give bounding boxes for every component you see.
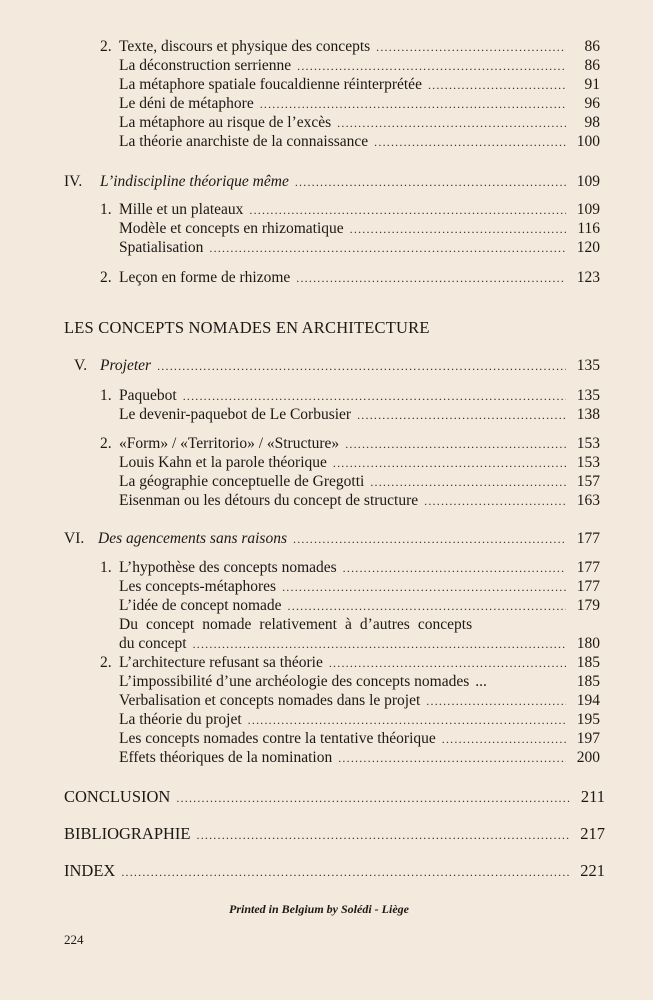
- entry-number: 2.: [100, 38, 112, 55]
- chapter-number: IV.: [64, 173, 83, 190]
- entry-page: 91: [584, 76, 600, 93]
- entry-number: 2.: [100, 654, 112, 671]
- chapter-number: V.: [74, 357, 88, 374]
- entry-title: La métaphore au risque de l’excès: [119, 114, 332, 131]
- entry-title: La géographie conceptuelle de Gregotti: [119, 473, 365, 490]
- entry-number: 2.: [100, 269, 112, 286]
- entry-title: «Form» / «Territorio» / «Structure»: [119, 435, 340, 452]
- entry-page: 194: [576, 692, 600, 709]
- dot-leader: [193, 635, 566, 653]
- entry-title: L’idée de concept nomade: [119, 597, 282, 614]
- page-number: 224: [64, 932, 84, 947]
- entry-title: Les concepts nomades contre la tentative théorique: [119, 730, 436, 747]
- entry-number: 2.: [100, 435, 112, 452]
- entry-title: Verbalisation et concepts nomades dans le projet: [119, 692, 421, 709]
- dot-leader: [338, 749, 566, 767]
- entry-title: La théorie anarchiste de la connaissance: [119, 133, 369, 150]
- entry-title: Louis Kahn et la parole théorique: [119, 454, 327, 471]
- dot-leader: [345, 435, 566, 453]
- dot-leader: [350, 220, 566, 238]
- entry-page: 135: [576, 357, 600, 374]
- entry-title: Eisenman ou les détours du concept de structure: [119, 492, 419, 509]
- dot-leader: [428, 76, 566, 94]
- entry-page: 211: [580, 787, 605, 806]
- toc-entry-paquebot: [100, 387, 600, 405]
- toc-entry-modele: [119, 220, 600, 238]
- entry-page: 100: [576, 133, 600, 150]
- dot-leader: [176, 789, 571, 807]
- entry-page: 185: [576, 673, 600, 690]
- entry-page: 177: [576, 559, 600, 576]
- entry-title: du concept: [119, 635, 187, 652]
- entry-title: La théorie du projet: [119, 711, 242, 728]
- entry-page: 157: [576, 473, 600, 490]
- toc-entry-spatialisation: [119, 239, 600, 257]
- entry-title: Le déni de métaphore: [119, 95, 254, 112]
- dot-leader: [343, 559, 566, 577]
- entry-page: 153: [576, 435, 600, 452]
- entry-title: Effets théoriques de la nomination: [119, 749, 333, 766]
- entry-title: L’architecture refusant sa théorie: [119, 654, 323, 671]
- entry-page: 138: [576, 406, 600, 423]
- entry-page: 86: [584, 38, 600, 55]
- toc-entry-anarchiste: [119, 133, 600, 151]
- entry-title: Leçon en forme de rhizome: [119, 269, 291, 286]
- entry-page: 116: [577, 220, 600, 237]
- entry-title: Les concepts-métaphores: [119, 578, 277, 595]
- entry-page: 98: [584, 114, 600, 131]
- entry-page: 135: [576, 387, 600, 404]
- toc-entry-eisenman: [119, 492, 600, 510]
- dot-leader: [248, 711, 566, 729]
- entry-page: 221: [580, 861, 605, 880]
- dot-leader: [424, 492, 566, 510]
- toc-chapter-iv: [64, 173, 600, 191]
- entry-title: L’hypothèse des concepts nomades: [119, 559, 337, 576]
- toc-entry-devenir-paquebot: [119, 406, 600, 424]
- entry-title: L’impossibilité d’une archéologie des concepts nomades: [119, 673, 470, 690]
- chapter-title: Des agencements sans raisons: [98, 530, 287, 547]
- chapter-title: L’indiscipline théorique même: [100, 173, 289, 190]
- toc-entry-concepts-metaphores: [119, 578, 600, 596]
- dot-leader: [329, 654, 566, 672]
- entry-title: Mille et un plateaux: [119, 201, 244, 218]
- dot-leader: [333, 454, 566, 472]
- short-dot-leader: ...: [475, 673, 487, 690]
- entry-title: Modèle et concepts en rhizomatique: [119, 220, 344, 237]
- entry-page: 177: [576, 578, 600, 595]
- entry-title: La déconstruction serrienne: [119, 57, 292, 74]
- toc-entry-kahn: [119, 454, 600, 472]
- chapter-title: Projeter: [100, 357, 152, 374]
- toc-entry-texte-discours: [100, 38, 600, 56]
- dot-leader: [297, 57, 566, 75]
- toc-entry-form-territorio: [100, 435, 600, 453]
- dot-leader: [288, 597, 566, 615]
- entry-page: 197: [576, 730, 600, 747]
- toc-entry-theorie-projet: [119, 711, 600, 729]
- dot-leader: [442, 730, 566, 748]
- entry-title: La métaphore spatiale foucaldienne réinterprétée: [119, 76, 422, 93]
- entry-page: 120: [576, 239, 600, 256]
- entry-page: 96: [584, 95, 600, 112]
- dot-leader: [426, 692, 566, 710]
- entry-page: 177: [576, 530, 600, 547]
- dot-leader: [197, 826, 572, 844]
- toc-entry-idee: [119, 597, 600, 615]
- toc-chapter-v: [74, 357, 600, 375]
- toc-entry-gregotti: [119, 473, 600, 491]
- dot-leader: [374, 133, 566, 151]
- entry-number: 1.: [100, 387, 112, 404]
- entry-title: Texte, discours et physique des concepts: [119, 38, 371, 55]
- toc-index: [64, 862, 605, 881]
- toc-chapter-vi: [64, 530, 600, 548]
- toc-entry-deni: [119, 95, 600, 113]
- toc-entry-effets: [119, 749, 600, 767]
- dot-leader: [293, 530, 566, 548]
- toc-entry-refusant: [100, 654, 600, 672]
- part-heading: LES CONCEPTS NOMADES EN ARCHITECTURE: [64, 318, 430, 337]
- entry-page: 109: [576, 173, 600, 190]
- dot-leader: [157, 357, 566, 375]
- dot-leader: [282, 578, 566, 596]
- entry-page: 200: [576, 749, 600, 766]
- entry-title: CONCLUSION: [64, 787, 171, 806]
- entry-title: Spatialisation: [119, 239, 204, 256]
- chapter-number: VI.: [64, 530, 85, 547]
- toc-entry-metaphore-spatiale: [119, 76, 600, 94]
- entry-page: 163: [576, 492, 600, 509]
- entry-title: Le devenir-paquebot de Le Corbusier: [119, 406, 352, 423]
- entry-page: 179: [576, 597, 600, 614]
- entry-page: 185: [576, 654, 600, 671]
- dot-leader: [209, 239, 566, 257]
- toc-entry-du-concept-line1: Du concept nomade relativement à d’autres concepts: [119, 616, 473, 633]
- entry-page: 217: [580, 824, 605, 843]
- toc-entry-du-concept-line2: [119, 635, 600, 653]
- dot-leader: [376, 38, 566, 56]
- toc-entry-exces: [119, 114, 600, 132]
- toc-entry-mille-plateaux: [100, 201, 600, 219]
- entry-page: 86: [584, 57, 600, 74]
- toc-entry-hypothese: [100, 559, 600, 577]
- entry-title: Paquebot: [119, 387, 177, 404]
- dot-leader: [183, 387, 566, 405]
- entry-page: 123: [576, 269, 600, 286]
- toc-entry-lecon: [100, 269, 600, 287]
- entry-page: 195: [576, 711, 600, 728]
- dot-leader: [249, 201, 566, 219]
- dot-leader: [295, 173, 566, 191]
- toc-entry-contre: [119, 730, 600, 748]
- dot-leader: [370, 473, 566, 491]
- toc-bibliographie: [64, 825, 605, 844]
- toc-entry-impossibilite: [119, 673, 600, 691]
- dot-leader: [121, 863, 571, 881]
- entry-page: 153: [576, 454, 600, 471]
- dot-leader: [337, 114, 566, 132]
- entry-title: INDEX: [64, 861, 116, 880]
- toc-conclusion: [64, 788, 605, 807]
- printer-imprint: Printed in Belgium by Solédi - Liège: [229, 902, 409, 916]
- entry-number: 1.: [100, 559, 112, 576]
- entry-page: 180: [576, 635, 600, 652]
- dot-leader: [357, 406, 566, 424]
- dot-leader: [260, 95, 566, 113]
- entry-page: 109: [576, 201, 600, 218]
- entry-number: 1.: [100, 201, 112, 218]
- entry-title: BIBLIOGRAPHIE: [64, 824, 191, 843]
- dot-leader: [296, 269, 566, 287]
- toc-entry-verbalisation: [119, 692, 600, 710]
- toc-entry-deconstruction: [119, 57, 600, 75]
